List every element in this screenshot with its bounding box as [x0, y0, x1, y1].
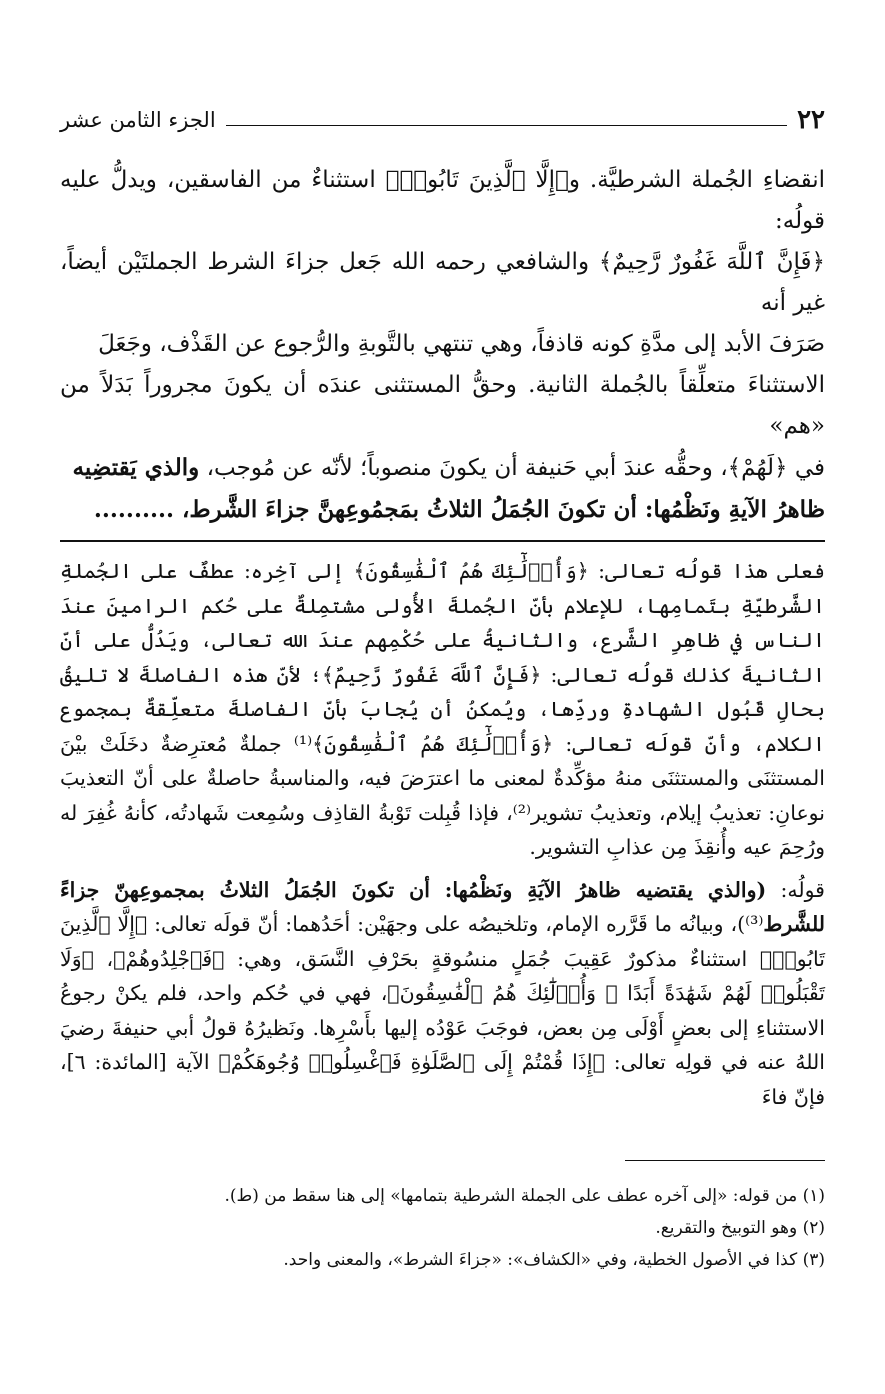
- section-separator: [60, 540, 825, 542]
- main-line: ظاهرُ الآيةِ ونَظْمُها: أن تكونَ الجُمَلُ الثلاثُ بمَجمُوعِهنَّ جزاءَ الشَّرط، ..........: [93, 496, 825, 523]
- commentary-line: فعلى هذا قولُه تعالى: ﴿وَأُو۟لَٰٓئِكَ هُمُ ٱلْفَٰسِقُونَ﴾ إلى آخِره: عطفٌ على الجُملةِ الشَّرطيّةِ بتَمامِها،: [60, 559, 825, 618]
- main-line: انقضاءِ الجُملة الشرطيَّة. و﴿إِلَّا ٱلَّذِينَ تَابُوا۟﴾ استثناءٌ من الفاسقين، ويدلُّ عليه قولُه:: [60, 167, 825, 234]
- commentary-line: ⁽³⁾)، وبيانُه ما قَرَّره الإمام، وتلخيصُه على وجهَيْن: أحَدُهما: أنّ قولَه تعالى: ﴿إِلَّا: [117, 912, 764, 936]
- main-line: [60, 447, 825, 489]
- footnote: (٣) كذا في الأصول الخطية، وفي «الكشاف»: «جزاءَ الشرط»، والمعنى واحد.: [283, 1250, 825, 1270]
- commentary-line: غُفِرَ له ورُحِمَ عيه وأُنقِذَ مِن عذابِ التشوير.: [60, 800, 825, 859]
- commentary-line: بمجموع الكلام، وأنّ قولَه تعالى: ﴿وَأُو۟لَٰٓئِكَ هُمُ ٱلْفَٰسِقُونَ﴾⁽¹⁾ جملةٌ مُعترِضةٌ دخَلَتْ بيْنَ: [60, 697, 825, 756]
- footnote: (١) من قوله: «إلى آخره عطف على الجملة الشرطية بتمامها» إلى هنا سقط من (ط).: [224, 1186, 825, 1206]
- main-text: [60, 160, 825, 530]
- main-line: ﴿فَإِنَّ ٱللَّهَ غَفُورٌ رَّحِيمٌ﴾ والشافعي رحمه الله جَعل جزاءَ الشرط الجملتَيْن أيضاً، غير أنه: [60, 249, 825, 316]
- header-rule: [226, 125, 787, 126]
- main-line: صَرَفَ الأبد إلى مدَّةِ كونه قاذفاً، وهي تنتهي بالتَّوبةِ والرُّجوع عن القَذْف، وجَعَلَ: [98, 331, 825, 357]
- commentary-line: للإعلام بأنّ الجُملةَ الأُولى مشتمِلةٌ على حُكم الرامينَ عندَ الناس في ظاهِرِ الشَّرع، والثانيةُ: [60, 593, 825, 652]
- main-line-bold: والذي يَقتضِيه: [72, 454, 200, 481]
- commentary-quote-bold: للشَّرط: [763, 912, 825, 936]
- commentary-line: لأنّ هذه الفاصلةَ لا تليقُ بحالِ قَبُول الشهادةِ وردِّها، ويُمكنُ أن يُجابَ بأنّ الفاصلةَ متعلِّقةٌ: [60, 662, 825, 721]
- commentary-paragraph: [60, 554, 825, 865]
- commentary-line: قولُه:: [766, 877, 825, 902]
- main-line: الاستثناءَ متعلِّقاً بالجُملة الثانية. وحقُّ المستثنى عندَه أن يكونَ مجروراً بَدَلاً من «هم»: [60, 372, 825, 439]
- commentary-line: عنه في قولِه تعالى: ﴿إِذَا قُمْتُمْ إِلَى ٱلصَّلَوٰةِ فَٱغْسِلُوا۟ وُجُوهَكُمْ﴾ الآية [المائدة: ٦]، فإنّ فاءَ: [60, 1050, 825, 1109]
- commentary-text: [60, 554, 825, 1114]
- commentary-line: ٱلَّذِينَ تَابُوا۟﴾ استثناءٌ مذكورٌ عَقِيبَ جُمَلٍ منسُوقةٍ بحَرْفِ النَّسَق، وهي: ﴿فَٱجْلِدُوهُمْ﴾، ﴿وَلَا: [60, 912, 825, 971]
- part-title: الجزء الثامن عشر: [60, 108, 216, 132]
- footnote: (٢) وهو التوبيخ والتقريع.: [655, 1218, 825, 1238]
- commentary-line: نوعانِ: تعذيبُ إيلام، وتعذيبُ تشوير⁽²⁾، فإذا قُبِلت تَوْبةُ القاذِف وسُمِعت شَهادتُه، كأنهُ: [123, 800, 825, 825]
- commentary-line: المستثنَى والمستثنَى منهُ مؤكِّدةٌ لمعنى ما اعترَضَ فيه، والمناسبةُ حاصلةٌ على أنّ التعذيبَ: [60, 766, 825, 790]
- page-header: [60, 100, 825, 140]
- footnotes: [60, 1180, 825, 1276]
- main-line-part: في ﴿لَهُمْ﴾، وحقُّه عندَ أبي حَنيفة أن يكونَ منصوباً؛ لأنّه عن مُوجب،: [199, 455, 825, 481]
- commentary-line: إلى بعضٍ أَوْلَى مِن بعض، فوجَبَ عَوْدُه إليها بأَسْرِها. ونَظيرُهُ قولُ أبي حنيفةَ رضيَ اللهُ: [60, 1015, 825, 1074]
- commentary-line: تَقْبَلُوا۟ لَهُمْ شَهَٰدَةً أَبَدًا ۚ وَأُو۟لَٰٓئِكَ هُمُ ٱلْفَٰسِقُونَ﴾، فهي في حُكم واحد، فلم يكنْ رجوعُ الاستثناءِ: [60, 981, 825, 1040]
- commentary-line: على حُكْمِهم عندَ الله تعالى، ويَدُلُّ على أنّ الثانيةَ كذلك قولُه تعالى: ﴿فَإِنَّ ٱللَّهَ غَفُورٌ رَّحِيمٌ﴾؛: [60, 628, 825, 687]
- commentary-quote-bold: (والذي يقتضيه ظاهرُ الآيَةِ ونَظْمُها: أن تكونَ الجُمَلُ الثلاثُ بمجموعِهنّ جزاءً: [60, 877, 767, 902]
- book-page: [60, 100, 825, 1270]
- page-number: ٢٢: [797, 105, 825, 135]
- footnote-rule: [625, 1160, 825, 1161]
- commentary-paragraph: [60, 873, 825, 1115]
